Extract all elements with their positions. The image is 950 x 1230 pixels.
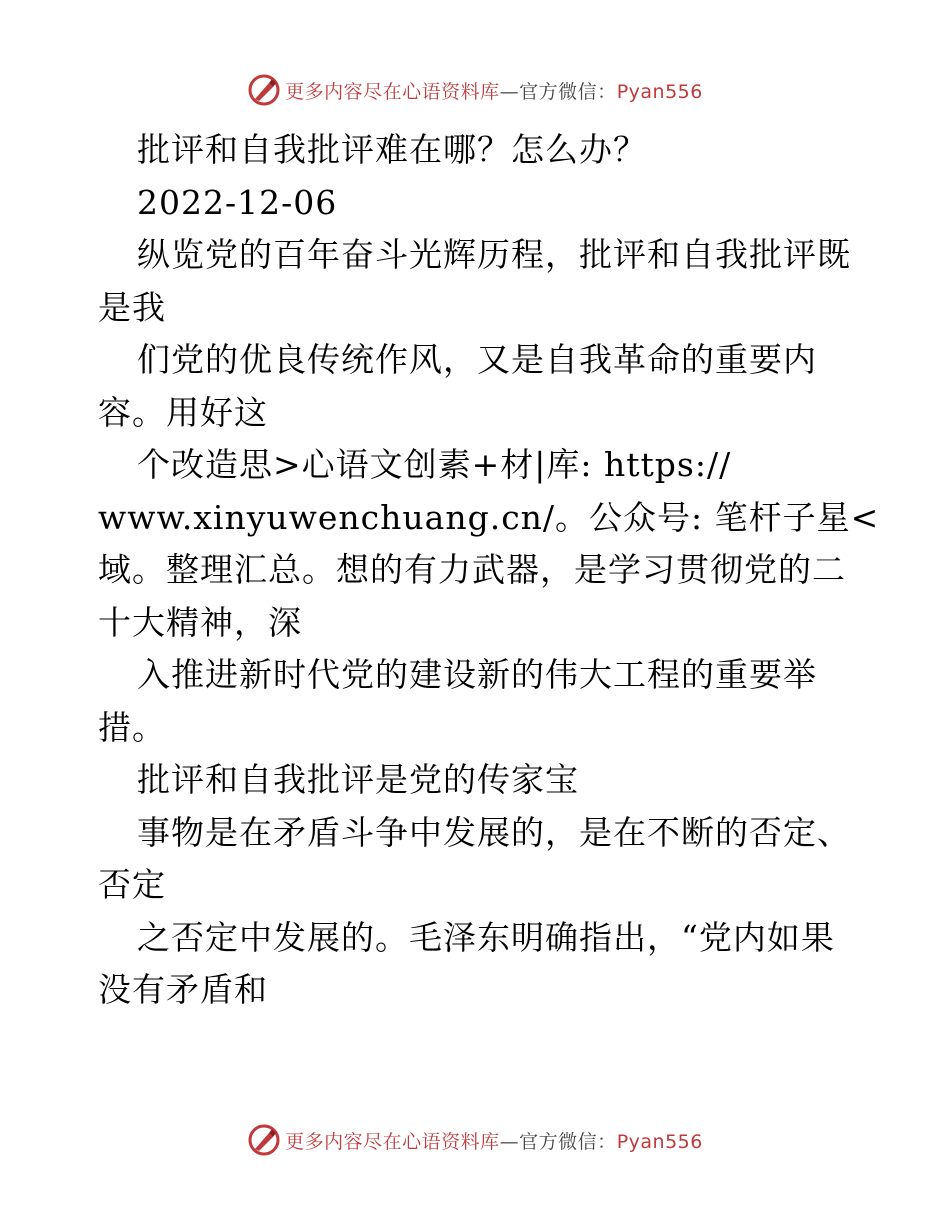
footer-banner [0, 1120, 950, 1160]
text-line: 们党的优良传统作风，又是自我革命的重要内 [137, 340, 817, 379]
text-line: 入推进新时代党的建设新的伟大工程的重要举 [137, 655, 817, 694]
text-line: 域。整理汇总。想的有力武器，是学习贯彻党的二 [98, 550, 846, 589]
banner-site-name: 更多内容尽在心语资料库 [285, 1130, 500, 1153]
banner-wechat-id: Pyan556 [616, 80, 703, 103]
text-line: 否定 [98, 865, 166, 904]
text-line: 是我 [98, 287, 166, 327]
banner-wechat-label: 官方微信： [519, 80, 617, 103]
banner-wechat-id: Pyan556 [616, 1130, 703, 1153]
banner-separator: — [499, 1130, 520, 1153]
text-line: www.xinyuwenchuang.cn/。公众号: 笔杆子星< [98, 497, 880, 537]
doc-date: 2022-12-06 [137, 182, 338, 222]
text-line: 事物是在矛盾斗争中发展的，是在不断的否定、 [137, 812, 851, 852]
doc-title: 批评和自我批评难在哪？怎么办？ [137, 130, 647, 169]
text-line: 措。 [98, 707, 166, 747]
banner-text [285, 77, 703, 104]
text-line: 个改造思>心语文创素+材|库: https:// [137, 445, 732, 484]
pen-logo-icon [247, 1123, 281, 1157]
banner-separator: — [499, 80, 520, 103]
text-line: 十大精神，深 [98, 602, 302, 642]
banner-wechat-label: 官方微信： [519, 1130, 617, 1153]
pen-logo-icon [247, 73, 281, 107]
header-banner [0, 70, 950, 110]
banner-site-name: 更多内容尽在心语资料库 [285, 80, 500, 103]
text-line: 之否定中发展的。毛泽东明确指出，“党内如果 [137, 917, 835, 957]
text-line: 纵览党的百年奋斗光辉历程，批评和自我批评既 [137, 235, 851, 274]
document-body [98, 124, 880, 1017]
section-heading: 批评和自我批评是党的传家宝 [137, 760, 579, 799]
banner-text [285, 1127, 703, 1154]
text-line: 没有矛盾和 [98, 970, 268, 1009]
text-line: 容。用好这 [98, 392, 268, 432]
